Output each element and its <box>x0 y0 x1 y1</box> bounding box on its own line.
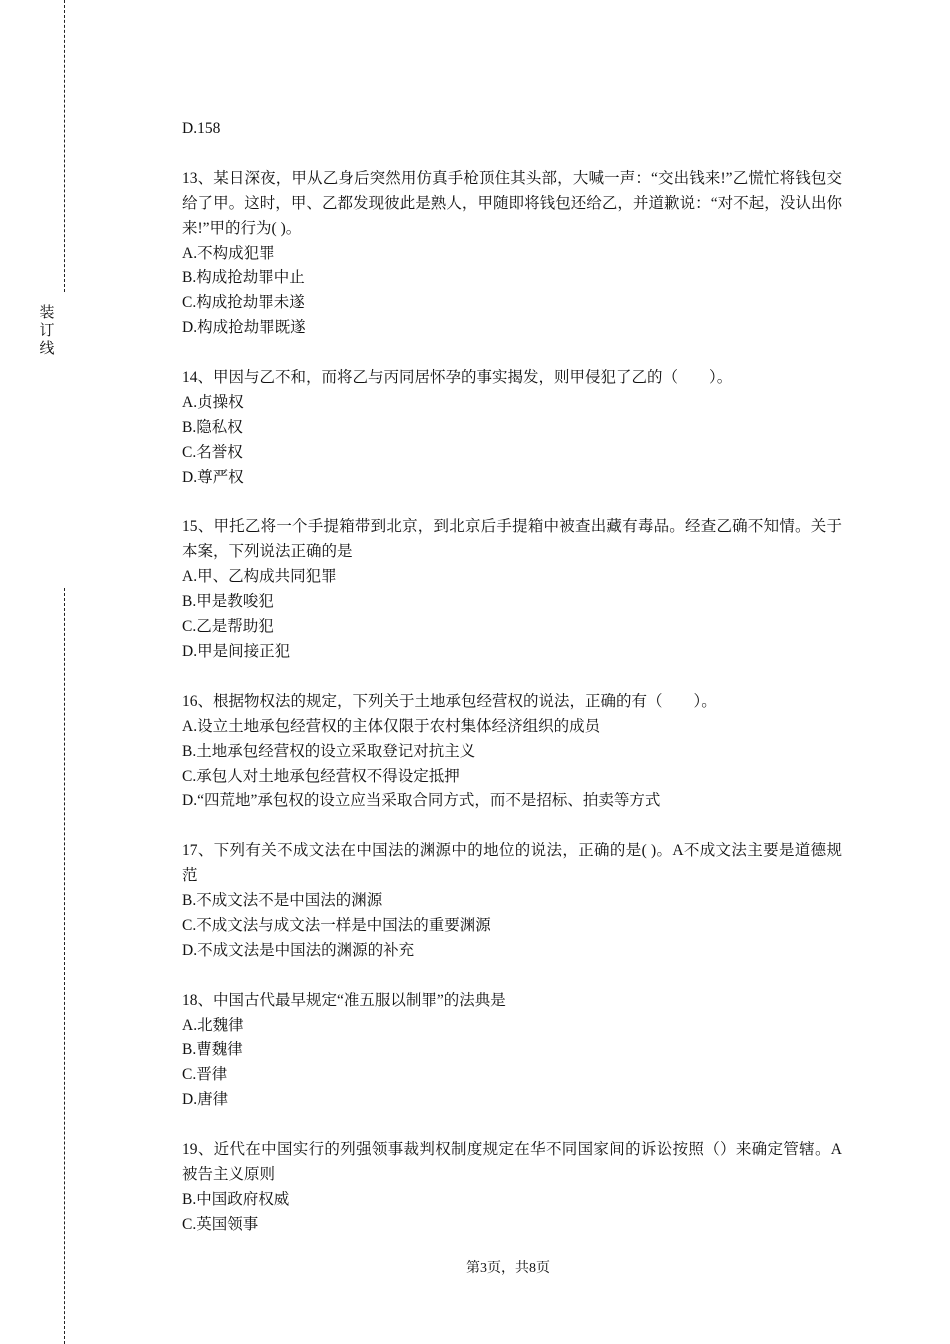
question-14 <box>182 366 842 491</box>
question-list <box>182 117 842 1238</box>
question-17 <box>182 839 842 964</box>
option-item: C.构成抢劫罪未遂 <box>182 294 305 312</box>
option-item: B.中国政府权威 <box>182 1190 290 1208</box>
question-15 <box>182 515 842 664</box>
question-text: 14、甲因与乙不和，而将乙与丙同居怀孕的事实揭发，则甲侵犯了乙的（ ）。 <box>182 369 733 387</box>
option-item: C.英国领事 <box>182 1215 259 1233</box>
question-text: 16、根据物权法的规定，下列关于土地承包经营权的说法，正确的有（ ）。 <box>182 692 717 710</box>
question-text: 15、甲托乙将一个手提箱带到北京，到北京后手提箱中被查出藏有毒品。经查乙确不知情。关于本案，下列说法正确的是 <box>182 518 842 561</box>
binding-line-bottom <box>64 588 65 1344</box>
binding-label <box>38 304 56 358</box>
option-item: C.不成文法与成文法一样是中国法的重要渊源 <box>182 916 491 934</box>
option-item: C.承包人对土地承包经营权不得设定抵押 <box>182 767 460 785</box>
option-item: A.甲、乙构成共同犯罪 <box>182 568 337 586</box>
option-item: B.曹魏律 <box>182 1041 243 1059</box>
option-item: D.不成文法是中国法的渊源的补充 <box>182 941 415 959</box>
option-item: B.隐私权 <box>182 418 243 436</box>
binding-char: 线 <box>39 341 55 357</box>
binding-line-top <box>64 0 65 292</box>
option-item: C.名誉权 <box>182 443 243 461</box>
option-item: D.“四荒地”承包权的设立应当采取合同方式，而不是招标、拍卖等方式 <box>182 792 661 810</box>
question-text: 18、中国古代最早规定“准五服以制罪”的法典是 <box>182 991 506 1009</box>
option-item: C.乙是帮助犯 <box>182 618 274 636</box>
question-19 <box>182 1138 842 1238</box>
question-16 <box>182 690 842 815</box>
option-item: D.尊严权 <box>182 468 244 486</box>
question-text: 19、近代在中国实行的列强领事裁判权制度规定在华不同国家间的诉讼按照（）来确定管辖。A被告主义原则 <box>182 1141 842 1183</box>
option-item: B.甲是教唆犯 <box>182 593 274 611</box>
option-item: B.不成文法不是中国法的渊源 <box>182 892 383 910</box>
option-item: A.不构成犯罪 <box>182 244 275 262</box>
option-item: A.北魏律 <box>182 1016 244 1034</box>
question-text: 17、下列有关不成文法在中国法的渊源中的地位的说法，正确的是( )。A不成文法主要是道德规范 <box>182 842 842 885</box>
option-item: D.甲是间接正犯 <box>182 642 291 660</box>
option-item: C.晋律 <box>182 1066 228 1084</box>
question-text: 13、某日深夜，甲从乙身后突然用仿真手枪顶住其头部，大喊一声：“交出钱来!”乙慌忙将钱包交给了甲。这时，甲、乙都发现彼此是熟人，甲随即将钱包还给乙，并道歉说：“对不起，没认出你来!”甲的行为( )。 <box>182 169 842 237</box>
page-footer: 第3页，共8页 <box>466 1261 550 1276</box>
option-item: D.158 <box>182 120 221 137</box>
binding-char: 订 <box>39 323 55 339</box>
binding-char: 装 <box>39 305 55 321</box>
option-item: D.构成抢劫罪既遂 <box>182 319 306 337</box>
question-13 <box>182 167 842 341</box>
option-item: A.贞操权 <box>182 393 244 411</box>
option-item: B.土地承包经营权的设立采取登记对抗主义 <box>182 742 476 760</box>
option-item: A.设立土地承包经营权的主体仅限于农村集体经济组织的成员 <box>182 717 601 735</box>
option-item: B.构成抢劫罪中止 <box>182 269 305 287</box>
option-item: D.唐律 <box>182 1091 229 1109</box>
question-18 <box>182 989 842 1114</box>
